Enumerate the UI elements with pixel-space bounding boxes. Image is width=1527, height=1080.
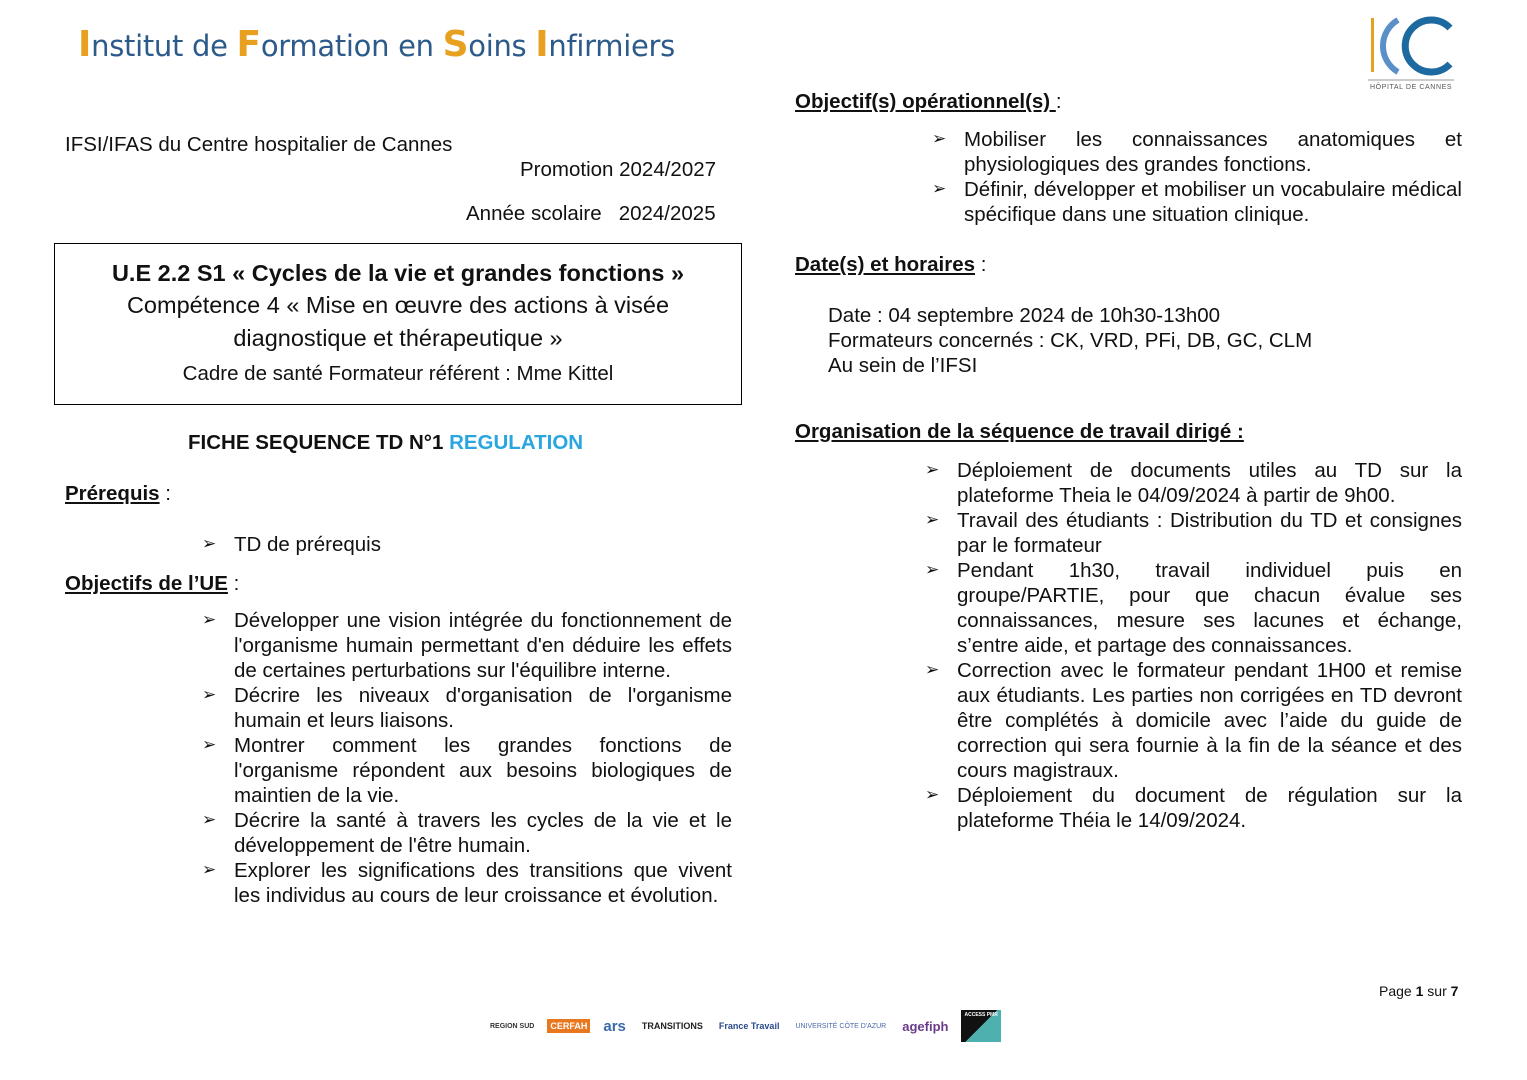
- region-sud-logo: REGION SUD: [490, 1022, 535, 1030]
- heading-suffix: :: [975, 253, 987, 276]
- school-year: Année scolaire 2024/2025: [466, 202, 716, 225]
- dates-heading: [795, 252, 986, 277]
- page-total: 7: [1450, 983, 1459, 999]
- objectifs-op-list: [932, 127, 1462, 227]
- access-pmr-logo: ACCESS PMR: [961, 1010, 1001, 1042]
- dates-block: [828, 303, 1312, 378]
- organisation-list: [925, 458, 1462, 833]
- universite-logo: UNIVERSITÉ CÔTE D'AZUR: [795, 1022, 887, 1030]
- hospital-logo-text: HÔPITAL DE CANNES: [1370, 84, 1453, 91]
- list-item: ➢ Montrer comment les grandes fonctions de l'organisme répondent aux besoins biologiques de maintien de la vie.: [202, 733, 732, 808]
- heading-text: Objectifs de l’UE: [65, 572, 228, 595]
- objectifs-ue-list: [202, 608, 732, 908]
- list-item: ➢ Définir, développer et mobiliser un vocabulaire médical spécifique dans une situation clinique.: [932, 177, 1462, 227]
- list-item: ➢ Décrire les niveaux d'organisation de l'organisme humain et leurs liaisons.: [202, 683, 732, 733]
- promotion: Promotion 2024/2027: [520, 158, 717, 181]
- cerfah-logo: CERFAH: [547, 1019, 590, 1033]
- logo-text: oins: [468, 29, 536, 63]
- organisation-heading: [795, 419, 1244, 444]
- trainers-line: Formateurs concernés : CK, VRD, PFi, DB, GC, CLM: [828, 329, 1313, 352]
- list-item: ➢ Correction avec le formateur pendant 1H00 et remise aux étudiants. Les parties non corrigées en TD devront être complétés à domicile avec l’aide du guide de correction qui sera fournie à la fin de la séance et des cours magistraux.: [925, 658, 1462, 783]
- competence-line-2: diagnostique et thérapeutique »: [233, 325, 563, 351]
- referent: Cadre de santé Formateur référent : Mme Kittel: [182, 362, 614, 385]
- logo-text: nfirmiers: [548, 29, 675, 63]
- list-item: ➢ Explorer les significations des transitions que vivent les individus au cours de leur croissance et évolution.: [202, 858, 732, 908]
- location-line: Au sein de l’IFSI: [828, 354, 978, 377]
- institution-name: IFSI/IFAS du Centre hospitalier de Cannes: [65, 133, 453, 156]
- logo-cap: S: [442, 24, 469, 65]
- prerequis-heading: [65, 481, 171, 506]
- list-item: ➢ TD de prérequis: [202, 532, 732, 557]
- partner-logos: [487, 1010, 1001, 1042]
- list-item: ➢ Développer une vision intégrée du fonctionnement de l'organisme humain permettant d'en déduire les effets de certaines perturbations sur l'équilibre interne.: [202, 608, 732, 683]
- heading-suffix: :: [159, 482, 171, 505]
- page-current: 1: [1415, 983, 1424, 999]
- list-item: ➢ Déploiement du document de régulation sur la plateforme Théia le 14/09/2024.: [925, 783, 1462, 833]
- heading-text: Organisation de la séquence de travail dirigé :: [795, 420, 1244, 443]
- logo-text: ormation en: [260, 29, 443, 63]
- hospital-logo: [1368, 16, 1454, 94]
- date-line: Date : 04 septembre 2024 de 10h30-13h00: [828, 304, 1221, 327]
- page-number: [1379, 983, 1458, 999]
- agefiph-logo: agefiph: [902, 1018, 949, 1034]
- heading-text: Objectif(s) opérationnel(s): [795, 90, 1056, 113]
- transitions-logo: TRANSITIONS: [641, 1021, 703, 1031]
- ars-logo: ars: [603, 1017, 626, 1035]
- ifsi-logo: [78, 24, 675, 65]
- heading-text: Prérequis: [65, 482, 160, 505]
- logo-cap: I: [535, 24, 549, 65]
- list-item: ➢ Travail des étudiants : Distribution du TD et consignes par le formateur: [925, 508, 1462, 558]
- objectifs-ue-heading: [65, 571, 239, 596]
- page-label: Page: [1379, 983, 1416, 999]
- heading-suffix: :: [1055, 90, 1062, 113]
- page-of: sur: [1423, 983, 1451, 999]
- list-item: ➢ Mobiliser les connaissances anatomiques et physiologiques des grandes fonctions.: [932, 127, 1462, 177]
- list-item: ➢ Décrire la santé à travers les cycles de la vie et le développement de l'être humain.: [202, 808, 732, 858]
- ue-title: U.E 2.2 S1 « Cycles de la vie et grandes fonctions »: [111, 260, 685, 286]
- prerequis-list: [202, 532, 732, 557]
- hospital-logo-icon: [1368, 16, 1454, 82]
- list-item: ➢ Déploiement de documents utiles au TD sur la plateforme Theia le 04/09/2024 à partir de 9h00.: [925, 458, 1462, 508]
- objectifs-op-heading: [795, 89, 1062, 114]
- heading-suffix: :: [227, 572, 240, 595]
- logo-text: nstitut de: [91, 29, 237, 63]
- heading-text: Date(s) et horaires: [795, 253, 976, 276]
- logo-cap: I: [78, 24, 92, 65]
- competence-line-1: Compétence 4 « Mise en œuvre des actions à visée: [126, 292, 670, 318]
- sheet-title-highlight: REGULATION: [449, 431, 584, 454]
- france-travail-logo: France Travail: [718, 1021, 780, 1031]
- list-item: ➢ Pendant 1h30, travail individuel puis en groupe/PARTIE, pour que chacun évalue ses connaissances, mesure ses lacunes et échange, s’entre aide, et partage des connaissances.: [925, 558, 1462, 658]
- sheet-title-text: FICHE SEQUENCE TD N°1: [188, 431, 450, 454]
- logo-cap: F: [236, 24, 261, 65]
- sheet-title: [188, 431, 583, 455]
- ue-title-box: [54, 243, 742, 405]
